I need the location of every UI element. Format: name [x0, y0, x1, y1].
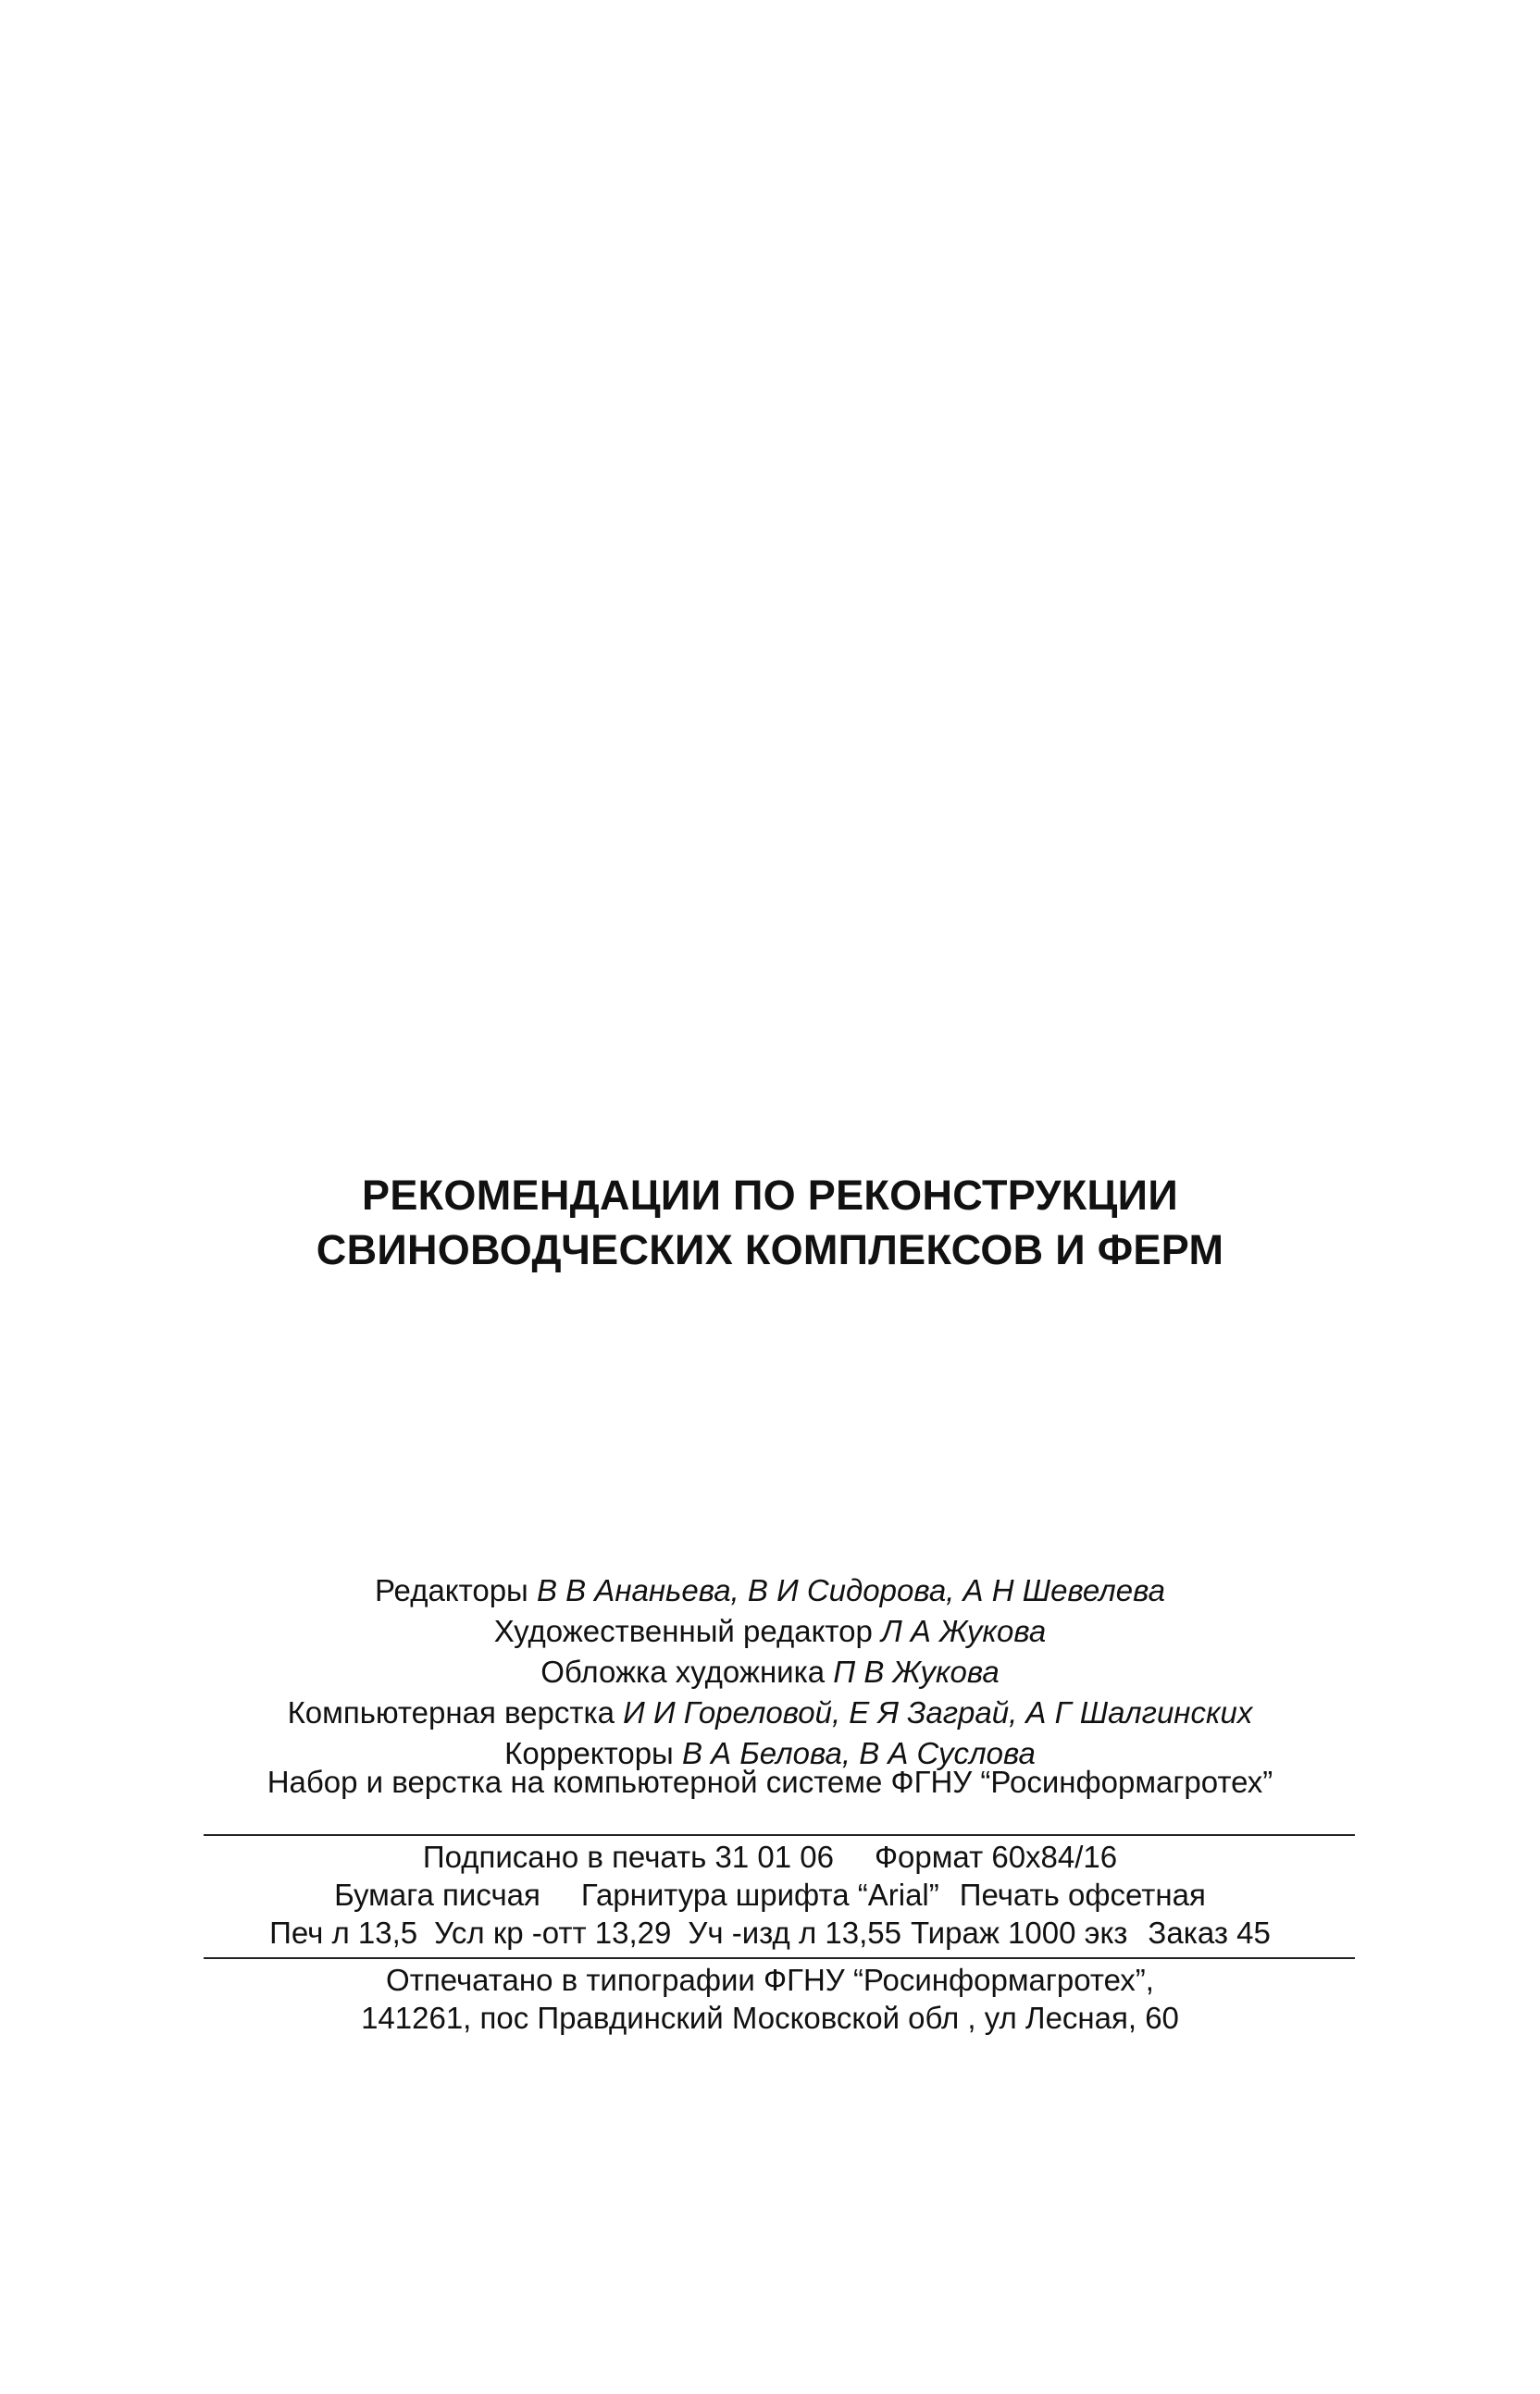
cover-label: Обложка художника [540, 1655, 826, 1689]
imprint-sheets: Печ л 13,5 [269, 1916, 418, 1950]
imprint-line-2 [0, 1876, 1540, 1914]
book-title-line-1: РЕКОМЕНДАЦИИ ПО РЕКОНСТРУКЦИИ [362, 1172, 1178, 1219]
art-editor-label: Художественный редактор [493, 1614, 873, 1648]
credits-block [0, 1570, 1540, 1774]
cover-name: П В Жукова [833, 1655, 1000, 1689]
imprint-print: Печать офсетная [959, 1878, 1206, 1912]
imprint-font: Гарнитура шрифта “Arial” [580, 1878, 939, 1912]
imprint-block [0, 1838, 1540, 1952]
imprint-pub-sheets: Уч -изд л 13,55 [688, 1916, 901, 1950]
credits-editors [0, 1570, 1540, 1611]
typeset-note: Набор и верстка на компьютерной системе ФГНУ “Росинформагротех” [267, 1765, 1273, 1799]
book-title [0, 1168, 1540, 1277]
divider-bottom [204, 1957, 1355, 1959]
layout-label: Компьютерная верстка [287, 1695, 615, 1730]
imprint-run: Тираж 1000 экз [910, 1916, 1128, 1950]
imprint-order: Заказ 45 [1148, 1916, 1271, 1950]
printer-line-1: Отпечатано в типографии ФГНУ “Росинформагротех”, [386, 1963, 1154, 1997]
book-title-line-2: СВИНОВОДЧЕСКИХ КОМПЛЕКСОВ И ФЕРМ [316, 1226, 1224, 1273]
proofreaders-names: В А Белова, В А Суслова [681, 1736, 1036, 1770]
printer-line-2: 141261, пос Правдинский Московской обл , ул Лесная, 60 [361, 2001, 1179, 2035]
divider-top [204, 1834, 1355, 1836]
imprint-line-1 [0, 1838, 1540, 1876]
imprint-signed: Подписано в печать 31 01 06 [422, 1840, 834, 1874]
art-editor-name: Л А Жукова [881, 1614, 1047, 1648]
proofreaders-label: Корректоры [504, 1736, 674, 1770]
credits-art-editor [0, 1611, 1540, 1652]
imprint-line-3 [0, 1914, 1540, 1952]
imprint-format: Формат 60x84/16 [874, 1840, 1118, 1874]
imprint-conv-sheets: Усл кр -отт 13,29 [434, 1916, 672, 1950]
credits-layout [0, 1693, 1540, 1733]
credits-cover [0, 1652, 1540, 1693]
imprint-paper: Бумага писчая [334, 1878, 540, 1912]
editors-names: В В Ананьева, В И Сидорова, А Н Шевелева [536, 1573, 1165, 1607]
layout-names: И И Гореловой, Е Я Заграй, А Г Шалгинских [623, 1695, 1253, 1730]
editors-label: Редакторы [375, 1573, 528, 1607]
printer-block [0, 1961, 1540, 2037]
